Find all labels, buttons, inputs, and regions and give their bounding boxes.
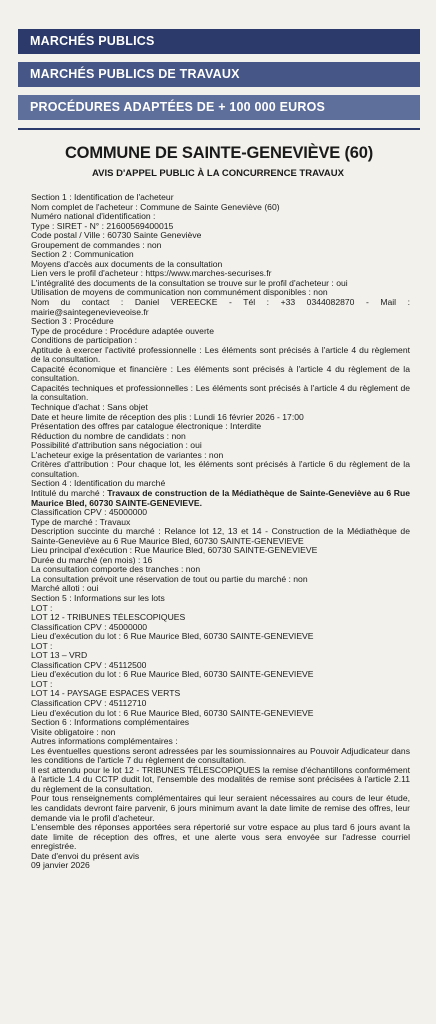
- notice-line-text: Nom complet de l'acheteur : Commune de Sainte Geneviève (60): [31, 202, 280, 212]
- notice-line-text: Durée du marché (en mois) : 16: [31, 555, 153, 565]
- notice-line: [31, 212, 410, 222]
- notice-line-text: Lieu d'exécution du lot : 6 Rue Maurice Bled, 60730 SAINTE-GENEVIEVE: [31, 708, 314, 718]
- notice-line: [31, 861, 410, 871]
- notice-line-text: LOT 13 – VRD: [31, 651, 88, 661]
- notice-line: [31, 441, 410, 451]
- notice-line-text: Groupement de commandes : non: [31, 240, 162, 250]
- notice-line-text: 09 janvier 2026: [31, 861, 90, 871]
- notice-line-text: Numéro national d'identification :: [31, 212, 156, 222]
- notice-line: [31, 852, 410, 862]
- notice-line: [31, 279, 410, 289]
- notice-line: [31, 728, 410, 738]
- notice-line-text: Classification CPV : 45000000: [31, 508, 148, 518]
- notice-subtitle: AVIS D'APPEL PUBLIC À LA CONCURRENCE TRAVAUX: [92, 168, 344, 179]
- notice-line-text: Description succinte du marché : Relance lot 12, 13 et 14 - Construction de la Médiathèque de Sainte-Geneviève au 6 Rue Maurice Bled, 60730 SAINTE-GENEVIEVE: [31, 526, 410, 546]
- notice-line: [31, 327, 410, 337]
- notice-line: [31, 193, 410, 203]
- notice-line-text: Classification CPV : 45112710: [31, 698, 147, 708]
- notice-line: [31, 709, 410, 719]
- notice-line-text: L'ensemble des réponses apportées sera répertorié sur votre espace au plus tard 6 jours avant la date limite de réception des offres, et une alerte vous sera envoyée sur l'adresse courriel enregistrée.: [31, 822, 410, 852]
- notice-line-text: Type de marché : Travaux: [31, 517, 131, 527]
- notice-line-text: LOT :: [31, 641, 53, 651]
- notice-line: [31, 794, 410, 823]
- notice-line-text: Technique d'achat : Sans objet: [31, 403, 148, 413]
- notice-line-text: Autres informations complémentaires :: [31, 737, 178, 747]
- notice-line-bold-text: Travaux de construction de la Médiathèque de Sainte-Geneviève au 6 Rue Maurice Bled, 60730 SAINTE-GENEVIEVE.: [31, 487, 410, 508]
- notice-line-text: Visite obligatoire : non: [31, 727, 116, 737]
- notice-line-text: Code postal / Ville : 60730 Sainte Geneviève: [31, 231, 202, 241]
- notice-line: [31, 489, 410, 508]
- notice-line-text: Lien vers le profil d'acheteur : https://www.marches-securises.fr: [31, 269, 272, 279]
- notice-line: [31, 604, 410, 614]
- notice-line: [31, 642, 410, 652]
- notice-line: [31, 298, 410, 317]
- notice-line: [31, 584, 410, 594]
- notice-line-text: La consultation prévoit une réservation de tout ou partie du marché : non: [31, 574, 308, 584]
- notice-line: [31, 689, 410, 699]
- notice-line-text: Date d'envoi du présent avis: [31, 851, 140, 861]
- notice-line: [31, 556, 410, 566]
- notice-line-text: Lieu d'exécution du lot : 6 Rue Maurice Bled, 60730 SAINTE-GENEVIEVE: [31, 670, 314, 680]
- notice-line-text: Type de procédure : Procédure adaptée ouverte: [31, 326, 214, 336]
- notice-line: [31, 546, 410, 556]
- notice-line-text: Marché alloti : oui: [31, 584, 99, 594]
- notice-line-text: LOT :: [31, 679, 53, 689]
- notice-line-text: Lieu d'exécution du lot : 6 Rue Maurice Bled, 60730 SAINTE-GENEVIEVE: [31, 632, 314, 642]
- notice-line: [31, 565, 410, 575]
- notice-line: [31, 623, 410, 633]
- notice-line: [31, 403, 410, 413]
- notice-line-text: Section 1 : Identification de l'acheteur: [31, 193, 174, 202]
- notice-line: [31, 365, 410, 384]
- notice-line-text: Présentation des offres par catalogue électronique : Interdite: [31, 422, 262, 432]
- notice-line-text: Moyens d'accès aux documents de la consultation: [31, 259, 223, 269]
- notice-line: [31, 699, 410, 709]
- notice-body: [31, 193, 410, 871]
- notice-line: [31, 670, 410, 680]
- notice-line: [31, 317, 410, 327]
- notice-line-text: LOT 14 - PAYSAGE ESPACES VERTS: [31, 689, 181, 699]
- notice-line-text: Intitulé du marché :: [31, 487, 108, 498]
- banner-marches-travaux: MARCHÉS PUBLICS DE TRAVAUX: [18, 62, 420, 87]
- notice-line: [31, 346, 410, 365]
- notice-line-text: Date et heure limite de réception des plis : Lundi 16 février 2026 - 17:00: [31, 412, 304, 422]
- notice-line: [31, 269, 410, 279]
- notice-line-text: Il est attendu pour le lot 12 - TRIBUNES TÉLESCOPIQUES la remise d'échantillons conformément à l'article 1.4 du CCTP dudit lot, l'ensemble des modalités de remise sont précisées à l'article 2.11 du règlement de la consultation.: [31, 764, 410, 794]
- notice-line: [31, 260, 410, 270]
- notice-line: [31, 384, 410, 403]
- notice-line: [31, 613, 410, 623]
- notice-line-text: LOT 12 - TRIBUNES TÉLESCOPIQUES: [31, 613, 186, 623]
- notice-line: [31, 661, 410, 671]
- notice-line-text: Pour tous renseignements complémentaires qui leur seraient nécessaires au cours de leur étude, les candidats devront faire parvenir, 6 jours minimum avant la date limite de remise des offres, leur demande via le profil d'acheteur.: [31, 793, 410, 823]
- notice-line-text: Réduction du nombre de candidats : non: [31, 431, 186, 441]
- notice-line: [31, 432, 410, 442]
- notice-line-text: L'acheteur exige la présentation de variantes : non: [31, 450, 224, 460]
- notice-line-text: Lieu principal d'exécution : Rue Maurice Bled, 60730 SAINTE-GENEVIEVE: [31, 546, 318, 556]
- banner-procedures-adaptees: PROCÉDURES ADAPTÉES DE + 100 000 EUROS: [18, 95, 420, 120]
- notice-line: [31, 241, 410, 251]
- notice-title: COMMUNE DE SAINTE-GENEVIÈVE (60): [64, 144, 374, 162]
- notice-line: [31, 222, 410, 232]
- notice-line-text: Conditions de participation :: [31, 336, 138, 346]
- notice-line-text: LOT :: [31, 603, 53, 613]
- notice-line: [31, 651, 410, 661]
- notice-line: [31, 823, 410, 852]
- notice-line-text: La consultation comporte des tranches : non: [31, 565, 201, 575]
- notice-line: [31, 508, 410, 518]
- notice-line: [31, 250, 410, 260]
- notice-line-text: L'intégralité des documents de la consultation se trouve sur le profil d'acheteur : oui: [31, 278, 348, 288]
- notice-line: [31, 527, 410, 546]
- notice-line-text: Classification CPV : 45000000: [31, 622, 148, 632]
- notice-line-text: Section 3 : Procédure: [31, 317, 114, 327]
- notice-line: [31, 632, 410, 642]
- banner-marches-publics: MARCHÉS PUBLICS: [18, 29, 420, 54]
- notice-line: [31, 422, 410, 432]
- notice-line-text: Les éventuelles questions seront adressées par les soumissionnaires au Pouvoir Adjudicateur dans les conditions de l'article 7 du règlement de consultation.: [31, 745, 410, 766]
- notice-line: [31, 766, 410, 795]
- notice-line-text: Utilisation de moyens de communication non communément disponibles : non: [31, 288, 328, 298]
- notice-line-text: Critères d'attribution : Pour chaque lot, les éléments sont précisés à l'article 6 du règlement de la consultation.: [31, 459, 410, 479]
- notice-line: [31, 460, 410, 479]
- notice-line-text: Capacité économique et financière : Les éléments sont précisés à l'article 4 du règlement de la consultation.: [31, 363, 410, 384]
- notice-line-text: Classification CPV : 45112500: [31, 660, 147, 670]
- notice-line-text: Possibilité d'attribution sans négociation : oui: [31, 441, 202, 451]
- notice-line-text: Aptitude à exercer l'activité professionnelle : Les éléments sont précisés à l'article 4 du règlement de la consultation.: [31, 344, 410, 365]
- notice-line-text: Capacités techniques et professionnelles : Les éléments sont précisés à l'article 4 du règlement de la consultation.: [31, 382, 410, 403]
- notice-line: [31, 231, 410, 241]
- section-rule: [18, 128, 420, 130]
- notice-line-text: Section 4 : Identification du marché: [31, 479, 166, 489]
- notice-line-text: Section 5 : Informations sur les lots: [31, 593, 165, 603]
- notice-line-text: Section 6 : Informations complémentaires: [31, 718, 190, 728]
- notice-line-text: Section 2 : Communication: [31, 250, 134, 260]
- notice-line: [31, 680, 410, 690]
- notice-line: [31, 575, 410, 585]
- notice-line: [31, 203, 410, 213]
- notice-line-text: Nom du contact : Daniel VEREECKE - Tél : +33 0344082870 - Mail : mairie@saintegenevieveoise.fr: [31, 297, 410, 317]
- notice-line-text: Type : SIRET - N° : 21600569400015: [31, 221, 174, 231]
- notice-line: [31, 413, 410, 423]
- notice-line: [31, 718, 410, 728]
- notice-line: [31, 594, 410, 604]
- notice-line: [31, 747, 410, 766]
